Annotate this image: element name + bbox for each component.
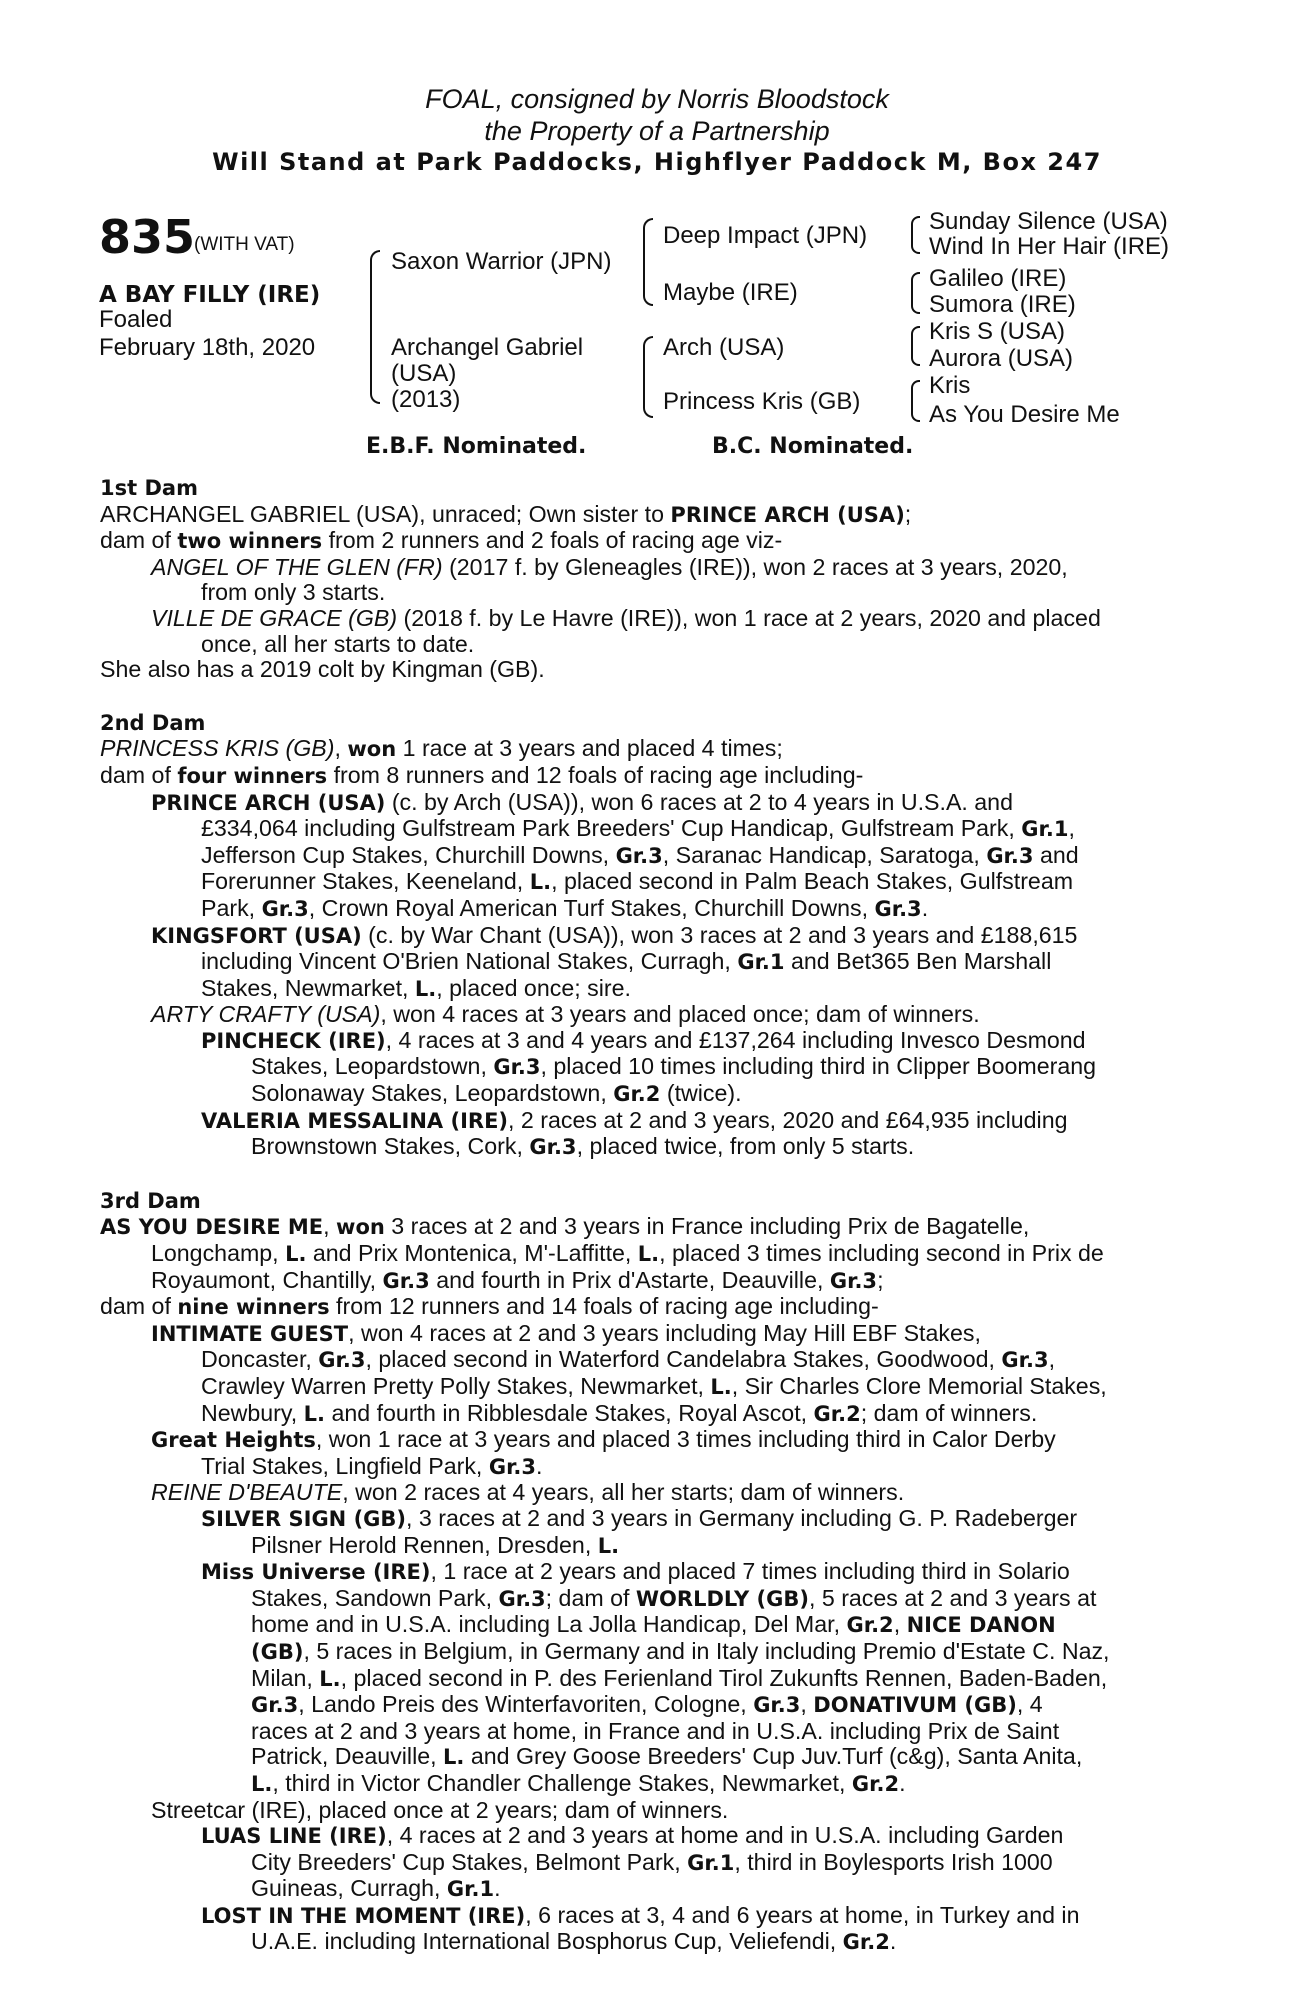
- gg-1: Sunday Silence (USA): [929, 208, 1168, 235]
- catalogue-body: [100, 476, 1204, 1956]
- third-dam-line: Newbury, L. and fourth in Ribblesdale Stakes, Royal Ascot, Gr.2; dam of winners.: [201, 1399, 1038, 1426]
- second-dam-line: VALERIA MESSALINA (IRE), 2 races at 2 and 3 years, 2020 and £64,935 including: [201, 1106, 1068, 1133]
- foaled-date: February 18th, 2020: [99, 334, 316, 361]
- third-dam-line: INTIMATE GUEST, won 4 races at 2 and 3 years including May Hill EBF Stakes,: [151, 1319, 981, 1346]
- dam-sire: Arch (USA): [663, 334, 785, 361]
- first-dam-line: ARCHANGEL GABRIEL (USA), unraced; Own sister to PRINCE ARCH (USA);: [100, 500, 912, 527]
- third-dam-line: Guineas, Curragh, Gr.1.: [251, 1875, 501, 1902]
- second-dam-line: Park, Gr.3, Crown Royal American Turf Stakes, Churchill Downs, Gr.3.: [201, 894, 929, 921]
- second-dam-line: dam of four winners from 8 runners and 12 foals of racing age including-: [100, 761, 864, 788]
- third-dam-line: U.A.E. including International Bosphorus Cup, Veliefendi, Gr.2.: [251, 1928, 897, 1955]
- third-dam-line: home and in U.S.A. including La Jolla Handicap, Del Mar, Gr.2, NICE DANON: [251, 1611, 1056, 1638]
- gg-8: As You Desire Me: [929, 401, 1120, 428]
- third-dam-line: Stakes, Sandown Park, Gr.3; dam of WORLDLY (GB), 5 races at 2 and 3 years at: [251, 1584, 1097, 1611]
- third-dam-heading: 3rd Dam: [100, 1188, 201, 1213]
- consignor-line: FOAL, consigned by Norris Bloodstock: [425, 84, 889, 114]
- third-dam-line: Doncaster, Gr.3, placed second in Waterford Candelabra Stakes, Goodwood, Gr.3,: [201, 1346, 1056, 1373]
- first-dam-line: dam of two winners from 2 runners and 2 foals of racing age viz-: [100, 527, 783, 554]
- dam-name-line2: (USA): [391, 360, 457, 387]
- pedigree-brace-sire: [643, 218, 653, 306]
- sire-dam: Maybe (IRE): [663, 279, 798, 306]
- second-dam-line: PRINCESS KRIS (GB), won 1 race at 3 years and placed 4 times;: [100, 735, 783, 762]
- horse-name: A BAY FILLY (IRE): [99, 282, 321, 308]
- lot-number: 835: [99, 210, 196, 264]
- third-dam-line: LOST IN THE MOMENT (IRE), 6 races at 3, 4 and 6 years at home, in Turkey and in: [201, 1901, 1080, 1928]
- third-dam-line: dam of nine winners from 12 runners and 14 foals of racing age including-: [100, 1293, 879, 1320]
- dam-year: (2013): [391, 386, 461, 413]
- second-dam-line: including Vincent O'Brien National Stakes, Curragh, Gr.1 and Bet365 Ben Marshall: [201, 948, 1052, 975]
- second-dam-line: KINGSFORT (USA) (c. by War Chant (USA)), won 3 races at 2 and 3 years and £188,615: [151, 921, 1078, 948]
- first-dam-line: She also has a 2019 colt by Kingman (GB).: [100, 656, 545, 683]
- pedigree-brace-main: [370, 250, 380, 404]
- third-dam-line: Great Heights, won 1 race at 3 years and placed 3 times including third in Calor Derby: [151, 1426, 1056, 1453]
- gg-7: Kris: [929, 372, 971, 399]
- pedigree-brace-g3: [911, 326, 920, 366]
- ebf-nominated: E.B.F. Nominated.: [366, 434, 587, 459]
- first-dam-line: once, all her starts to date.: [201, 630, 475, 657]
- third-dam-line: SILVER SIGN (GB), 3 races at 2 and 3 years in Germany including G. P. Radeberger: [201, 1504, 1078, 1531]
- gg-3: Galileo (IRE): [929, 265, 1067, 292]
- sire-name: Saxon Warrior (JPN): [391, 248, 612, 275]
- gg-6: Aurora (USA): [929, 345, 1074, 372]
- second-dam-line: Brownstown Stakes, Cork, Gr.3, placed twice, from only 5 starts.: [251, 1133, 915, 1160]
- third-dam-line: L., third in Victor Chandler Challenge Stakes, Newmarket, Gr.2.: [251, 1769, 906, 1796]
- second-dam-line: ARTY CRAFTY (USA), won 4 races at 3 years and placed once; dam of winners.: [151, 1001, 980, 1028]
- third-dam-line: Crawley Warren Pretty Polly Stakes, Newmarket, L., Sir Charles Clore Memorial Stakes,: [201, 1373, 1107, 1399]
- third-dam-line: LUAS LINE (IRE), 4 races at 2 and 3 years at home and in U.S.A. including Garden: [201, 1822, 1064, 1849]
- first-dam-heading: 1st Dam: [100, 476, 198, 500]
- dam-dam: Princess Kris (GB): [663, 388, 861, 415]
- pedigree-brace-g4: [911, 380, 920, 422]
- third-dam-line: City Breeders' Cup Stakes, Belmont Park, Gr.1, third in Boylesports Irish 1000: [251, 1848, 1053, 1875]
- first-dam-line: from only 3 starts.: [201, 579, 386, 606]
- bc-nominated: B.C. Nominated.: [712, 434, 914, 459]
- pedigree-brace-g1: [911, 216, 920, 254]
- second-dam-line: Jefferson Cup Stakes, Churchill Downs, Gr.3, Saranac Handicap, Saratoga, Gr.3 and: [201, 841, 1079, 868]
- second-dam-line: Solonaway Stakes, Leopardstown, Gr.2 (twice).: [251, 1080, 742, 1107]
- first-dam-line: ANGEL OF THE GLEN (FR) (2017 f. by Gleneagles (IRE)), won 2 races at 3 years, 2020,: [151, 553, 1068, 580]
- third-dam-line: races at 2 and 3 years at home, in France and in U.S.A. including Prix de Saint: [251, 1717, 1060, 1744]
- third-dam-line: Royaumont, Chantilly, Gr.3 and fourth in Prix d'Astarte, Deauville, Gr.3;: [151, 1266, 884, 1293]
- pedigree-brace-g2: [911, 272, 920, 314]
- third-dam-line: (GB), 5 races in Belgium, in Germany and in Italy including Premio d'Estate C. Naz,: [251, 1637, 1110, 1664]
- third-dam-line: Patrick, Deauville, L. and Grey Goose Breeders' Cup Juv.Turf (c&g), Santa Anita,: [251, 1743, 1083, 1770]
- second-dam-line: £334,064 including Gulfstream Park Breeders' Cup Handicap, Gulfstream Park, Gr.1,: [201, 815, 1075, 842]
- gg-2: Wind In Her Hair (IRE): [929, 233, 1170, 260]
- vat-label: (WITH VAT): [194, 234, 295, 255]
- second-dam-line: Stakes, Newmarket, L., placed once; sire.: [201, 974, 631, 1001]
- gg-4: Sumora (IRE): [929, 291, 1076, 318]
- third-dam-line: Pilsner Herold Rennen, Dresden, L.: [251, 1531, 620, 1558]
- gg-5: Kris S (USA): [929, 318, 1066, 345]
- third-dam-line: Miss Universe (IRE), 1 race at 2 years and placed 7 times including third in Solario: [201, 1558, 1070, 1585]
- second-dam-line: Stakes, Leopardstown, Gr.3, placed 10 times including third in Clipper Boomerang: [251, 1053, 1097, 1080]
- third-dam-line: Milan, L., placed second in P. des Ferienland Tirol Zukunfts Rennen, Baden-Baden,: [251, 1664, 1108, 1691]
- third-dam-line: Longchamp, L. and Prix Montenica, M'-Laffitte, L., placed 3 times including second in Prix de: [151, 1240, 1104, 1267]
- foaled-label: Foaled: [99, 306, 173, 333]
- third-dam-line: Gr.3, Lando Preis des Winterfavoriten, Cologne, Gr.3, DONATIVUM (GB), 4: [251, 1691, 1043, 1718]
- dam-name-line1: Archangel Gabriel: [391, 334, 584, 361]
- third-dam-line: Trial Stakes, Lingfield Park, Gr.3.: [201, 1452, 543, 1479]
- second-dam-line: PINCHECK (IRE), 4 races at 3 and 4 years and £137,264 including Invesco Desmond: [201, 1026, 1086, 1053]
- pedigree-brace-dam: [643, 336, 653, 418]
- property-line: the Property of a Partnership: [484, 116, 830, 146]
- first-dam-line: VILLE DE GRACE (GB) (2018 f. by Le Havre (IRE)), won 1 race at 2 years, 2020 and placed: [151, 604, 1101, 631]
- second-dam-line: Forerunner Stakes, Keeneland, L., placed second in Palm Beach Stakes, Gulfstream: [201, 868, 1074, 895]
- third-dam-line: Streetcar (IRE), placed once at 2 years; dam of winners.: [151, 1796, 729, 1823]
- third-dam-line: AS YOU DESIRE ME, won 3 races at 2 and 3 years in France including Prix de Bagatelle,: [100, 1213, 1030, 1240]
- sire-sire: Deep Impact (JPN): [663, 222, 868, 249]
- second-dam-heading: 2nd Dam: [100, 710, 206, 735]
- stand-line: Will Stand at Park Paddocks, Highflyer Paddock M, Box 247: [212, 148, 1102, 176]
- third-dam-line: REINE D'BEAUTE, won 2 races at 4 years, all her starts; dam of winners.: [151, 1479, 905, 1506]
- second-dam-line: PRINCE ARCH (USA) (c. by Arch (USA)), won 6 races at 2 to 4 years in U.S.A. and: [151, 788, 1013, 815]
